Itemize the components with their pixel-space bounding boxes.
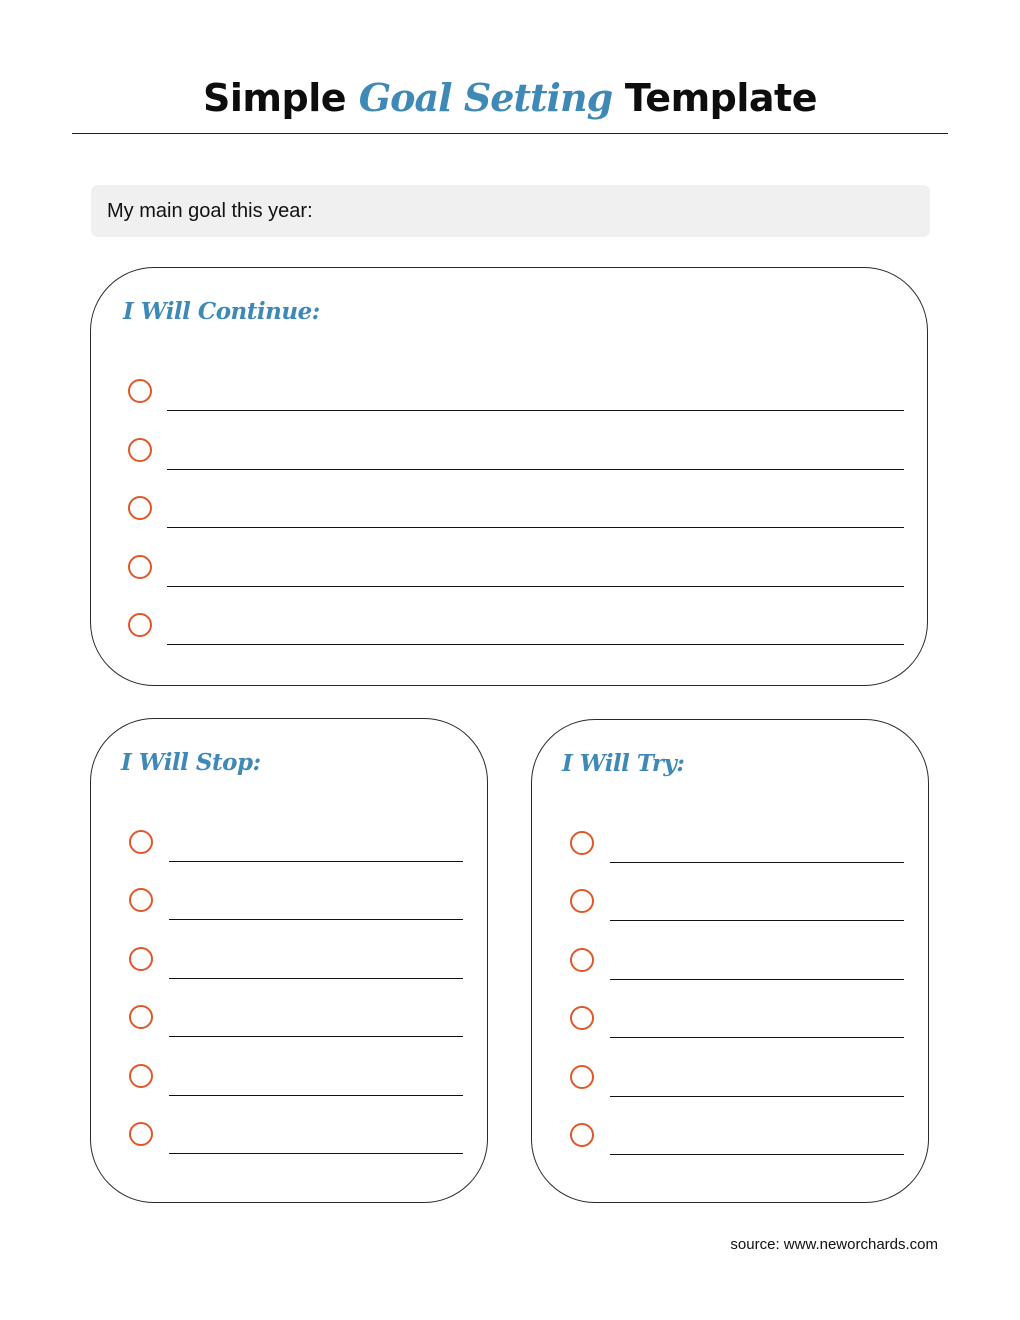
empty-circle-checkbox-icon[interactable] [570, 1123, 594, 1147]
empty-circle-checkbox-icon[interactable] [128, 438, 152, 462]
source-credit: source: www.neworchards.com [730, 1236, 938, 1253]
title-prefix: Simple [203, 76, 359, 120]
stop-entry-line[interactable] [169, 1153, 463, 1154]
try-list-item [532, 720, 928, 760]
try-entry-line[interactable] [610, 862, 904, 863]
stop-entry-line[interactable] [169, 1036, 463, 1037]
stop-card [90, 718, 488, 1203]
continue-entry-line[interactable] [167, 527, 904, 528]
try-entry-line[interactable] [610, 979, 904, 980]
empty-circle-checkbox-icon[interactable] [570, 948, 594, 972]
empty-circle-checkbox-icon[interactable] [129, 830, 153, 854]
try-heading: I Will Try: [562, 750, 685, 777]
empty-circle-checkbox-icon[interactable] [570, 831, 594, 855]
stop-entry-line[interactable] [169, 861, 463, 862]
empty-circle-checkbox-icon[interactable] [128, 613, 152, 637]
title-script-accent: Goal Setting [358, 75, 613, 120]
try-entry-line[interactable] [610, 1096, 904, 1097]
empty-circle-checkbox-icon[interactable] [129, 1064, 153, 1088]
stop-entry-line[interactable] [169, 978, 463, 979]
continue-entry-line[interactable] [167, 586, 904, 587]
empty-circle-checkbox-icon[interactable] [570, 889, 594, 913]
empty-circle-checkbox-icon[interactable] [129, 947, 153, 971]
continue-list-item [91, 268, 927, 308]
continue-entry-line[interactable] [167, 410, 904, 411]
page-title [0, 72, 1020, 124]
title-suffix: Template [612, 76, 817, 120]
main-goal-label: My main goal this year: [107, 199, 313, 222]
stop-list-item [91, 719, 487, 759]
continue-entry-line[interactable] [167, 469, 904, 470]
empty-circle-checkbox-icon[interactable] [128, 379, 152, 403]
empty-circle-checkbox-icon[interactable] [128, 555, 152, 579]
empty-circle-checkbox-icon[interactable] [129, 1005, 153, 1029]
try-card [531, 719, 929, 1203]
title-divider [72, 133, 948, 134]
main-goal-field[interactable] [91, 185, 930, 237]
empty-circle-checkbox-icon[interactable] [128, 496, 152, 520]
continue-entry-line[interactable] [167, 644, 904, 645]
continue-heading: I Will Continue: [123, 298, 320, 325]
continue-card [90, 267, 928, 686]
empty-circle-checkbox-icon[interactable] [129, 888, 153, 912]
try-entry-line[interactable] [610, 920, 904, 921]
empty-circle-checkbox-icon[interactable] [570, 1065, 594, 1089]
try-entry-line[interactable] [610, 1037, 904, 1038]
empty-circle-checkbox-icon[interactable] [129, 1122, 153, 1146]
stop-heading: I Will Stop: [121, 749, 261, 776]
stop-entry-line[interactable] [169, 1095, 463, 1096]
empty-circle-checkbox-icon[interactable] [570, 1006, 594, 1030]
try-entry-line[interactable] [610, 1154, 904, 1155]
stop-entry-line[interactable] [169, 919, 463, 920]
